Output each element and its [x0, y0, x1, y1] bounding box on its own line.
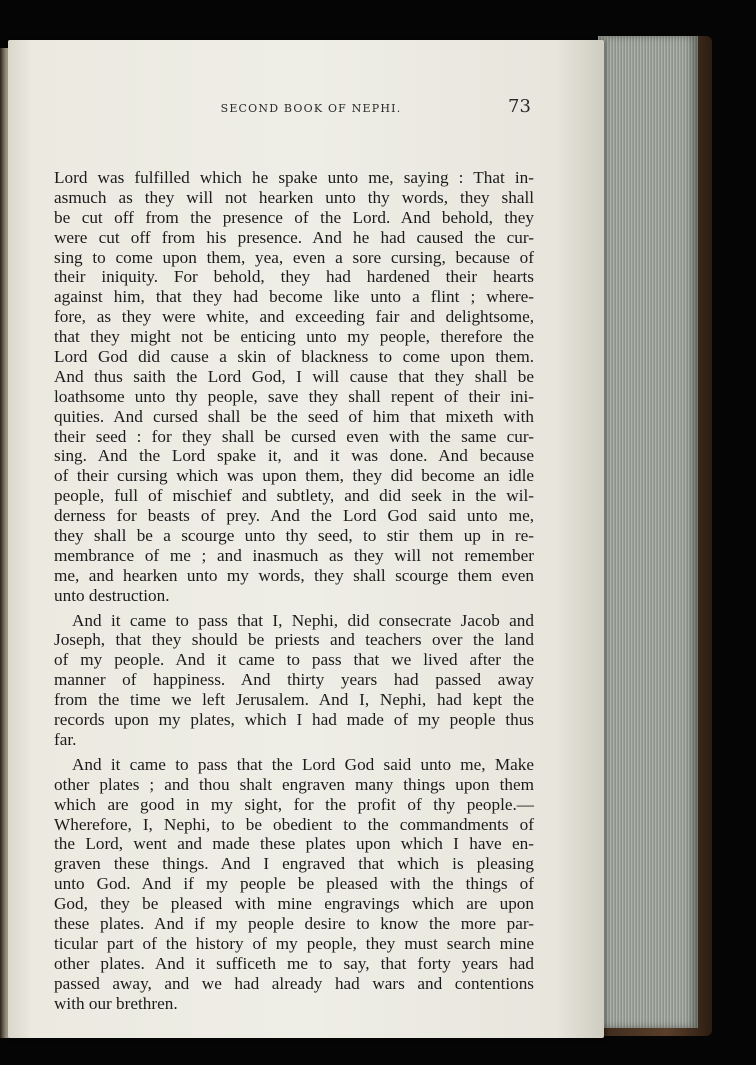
paragraph [54, 611, 534, 750]
text-line: other plates. And it sufficeth me to say, that forty years had [54, 953, 534, 973]
text-line: their seed : for they shall be cursed even with the same cur- [54, 426, 534, 446]
text-line: loathsome unto thy people, save they shall repent of their ini- [54, 386, 534, 406]
text-line: membrance of me ; and inasmuch as they will not remember [54, 545, 534, 565]
text-line: from the time we left Jerusalem. And I, Nephi, had kept the [54, 690, 534, 710]
text-line: sing to come upon them, yea, even a sore cursing, because of [54, 247, 534, 267]
text-line: And it came to pass that the Lord God said unto me, Make [72, 754, 534, 774]
text-line: sing. And the Lord spake it, and it was done. And because [54, 446, 534, 466]
text-line: And thus saith the Lord God, I will cause that they shall be [54, 366, 534, 386]
page-number: 73 [508, 96, 531, 117]
text-line: far. [54, 729, 77, 749]
text-line: be cut off from the presence of the Lord. And behold, they [54, 207, 534, 227]
text-line: these plates. And if my people desire to know the more par- [54, 913, 534, 933]
paragraph [54, 755, 534, 1014]
text-line: fore, as they were white, and exceeding fair and delightsome, [54, 307, 534, 327]
text-line: other plates ; and thou shalt engraven many things upon them [54, 774, 534, 794]
text-line: which are good in my sight, for the profit of thy people.— [54, 794, 534, 814]
text-line: Joseph, that they should be priests and teachers over the land [54, 630, 534, 650]
text-line: unto God. And if my people be pleased with the things of [54, 874, 534, 894]
text-line: their iniquity. For behold, they had hardened their hearts [54, 267, 534, 287]
text-line: people, full of mischief and subtlety, and did seek in the wil- [54, 486, 534, 506]
text-line: God, they be pleased with mine engravings which are upon [54, 894, 534, 914]
text-line: Lord was fulfilled which he spake unto me, saying : That in- [54, 168, 534, 187]
text-line: were cut off from his presence. And he had caused the cur- [54, 227, 534, 247]
text-line: Wherefore, I, Nephi, to be obedient to the commandments of [54, 814, 534, 834]
text-line: unto destruction. [54, 585, 170, 605]
text-line: with our brethren. [54, 993, 178, 1013]
text-line: the Lord, went and made these plates upon which I have en- [54, 834, 534, 854]
text-line: that they might not be enticing unto my people, therefore the [54, 327, 534, 347]
paragraph [54, 168, 534, 606]
text-line: against him, that they had become like unto a flint ; where- [54, 287, 534, 307]
text-line: of my people. And it came to pass that we lived after the [54, 650, 534, 670]
text-line: manner of happiness. And thirty years had passed away [54, 670, 534, 690]
text-line: me, and hearken unto my words, they shall scourge them even [54, 565, 534, 585]
text-line: Lord God did cause a skin of blackness to come upon them. [54, 347, 534, 367]
text-line: asmuch as they will not hearken unto thy words, they shall [54, 187, 534, 207]
running-title: SECOND BOOK OF NEPHI. [220, 102, 402, 115]
book [0, 34, 712, 1044]
page-text [54, 168, 534, 1013]
text-line: they shall be a scourge unto thy seed, to stir them up in re- [54, 526, 534, 546]
book-page [8, 40, 604, 1038]
text-line: And it came to pass that I, Nephi, did consecrate Jacob and [72, 610, 534, 630]
page-edges [598, 36, 698, 1028]
text-line: graven these things. And I engraved that which is pleasing [54, 854, 534, 874]
text-line: passed away, and we had already had wars and contentions [54, 973, 534, 993]
text-line: records upon my plates, which I had made of my people thus [54, 710, 534, 730]
text-line: derness for beasts of prey. And the Lord God said unto me, [54, 506, 534, 526]
text-line: ticular part of the history of my people, they must search mine [54, 933, 534, 953]
text-line: quities. And cursed shall be the seed of him that mixeth with [54, 406, 534, 426]
text-line: of their cursing which was upon them, they did become an idle [54, 466, 534, 486]
